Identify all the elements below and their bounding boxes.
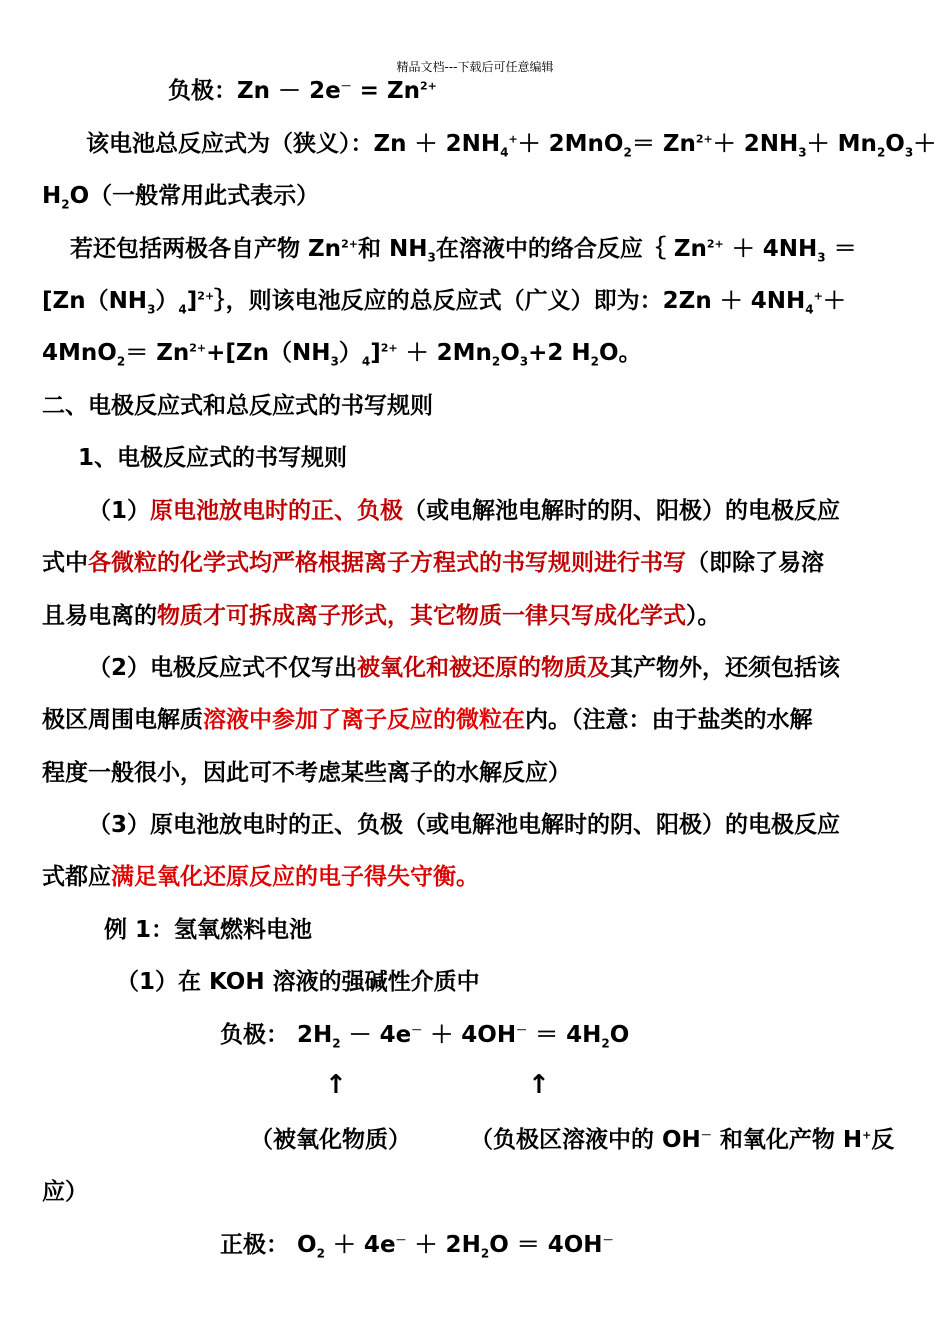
broad-total-reaction: $[Zn(NH_3)_4]^{2+}\}$，则该电池反应的总反应式（广义）即为：$2Zn + 4NH_4^++$	[42, 288, 846, 317]
case-heading: （1）在 KOH 溶液的强碱性介质中	[116, 969, 480, 995]
rule2-line2: 极区周围电解质溶液中参加了离子反应的微粒在内。（注意：由于盐类的水解	[42, 707, 813, 733]
page-header: 精品文档---下载后可任意编辑	[396, 60, 554, 74]
rule3-line1: （3）原电池放电时的正、负极（或电解池电解时的阴、阳极）的电极反应	[88, 812, 841, 838]
rule1-line2: 式中各微粒的化学式均严格根据离子方程式的书写规则进行书写（即除了易溶	[42, 550, 824, 576]
annotation-oxidized: （被氧化物质）	[250, 1127, 411, 1153]
section-heading: 二、电极反应式和总反应式的书写规则	[42, 393, 433, 419]
up-arrow-icon: ↑	[528, 1070, 550, 1100]
narrow-total-reaction: 该电池总反应式为（狭义）：$Zn + 2NH_4^++ 2MnO_2= Zn^{2+}+ 2NH_3+ Mn_2O_3+$	[86, 131, 937, 160]
rule2-line3: 程度一般很小，因此可不考虑某些离子的水解反应）	[42, 760, 571, 786]
narrow-total-reaction-cont: $H_2O$（一般常用此式表示）	[42, 183, 320, 212]
positive-equation: 正极： $O_2 + 4e^- + 2H_2O = 4OH^-$	[220, 1232, 614, 1261]
negative-electrode-line: 负极：$Zn - 2e^- = Zn^{2+}$	[168, 78, 437, 104]
example-heading: 例 1：氢氧燃料电池	[104, 917, 313, 943]
complex-reaction-line: 若还包括两极各自产物 $Zn^{2+}$和 $NH_3$在溶液中的络合反应｛ $Zn^{2+} + 4NH_3$ ＝	[70, 236, 857, 265]
annotation-reaction-cont: 应）	[42, 1179, 88, 1205]
annotation-reaction: （负极区溶液中的 OH－ 和氧化产物 H+反	[470, 1127, 895, 1153]
negative-equation: 负极： $2H_2 - 4e^- + 4OH^- = 4H_2O$	[220, 1022, 630, 1051]
up-arrow-icon: ↑	[325, 1070, 347, 1100]
rule1-line3: 且易电离的物质才可拆成离子形式，其它物质一律只写成化学式）。	[42, 603, 721, 629]
rule1-line1: （1）原电池放电时的正、负极（或电解池电解时的阴、阳极）的电极反应	[88, 498, 841, 524]
subsection-heading: 1、电极反应式的书写规则	[78, 445, 348, 471]
rule3-line2: 式都应满足氧化还原反应的电子得失守衡。	[42, 864, 479, 890]
rule2-line1: （2）电极反应式不仅写出被氧化和被还原的物质及其产物外，还须包括该	[88, 655, 841, 681]
broad-total-reaction-cont: $4MnO_2= Zn^{2+}+[Zn(NH_3)_4]^{2+} + 2Mn_2O_3+2$ $H_2O$。	[42, 340, 642, 369]
